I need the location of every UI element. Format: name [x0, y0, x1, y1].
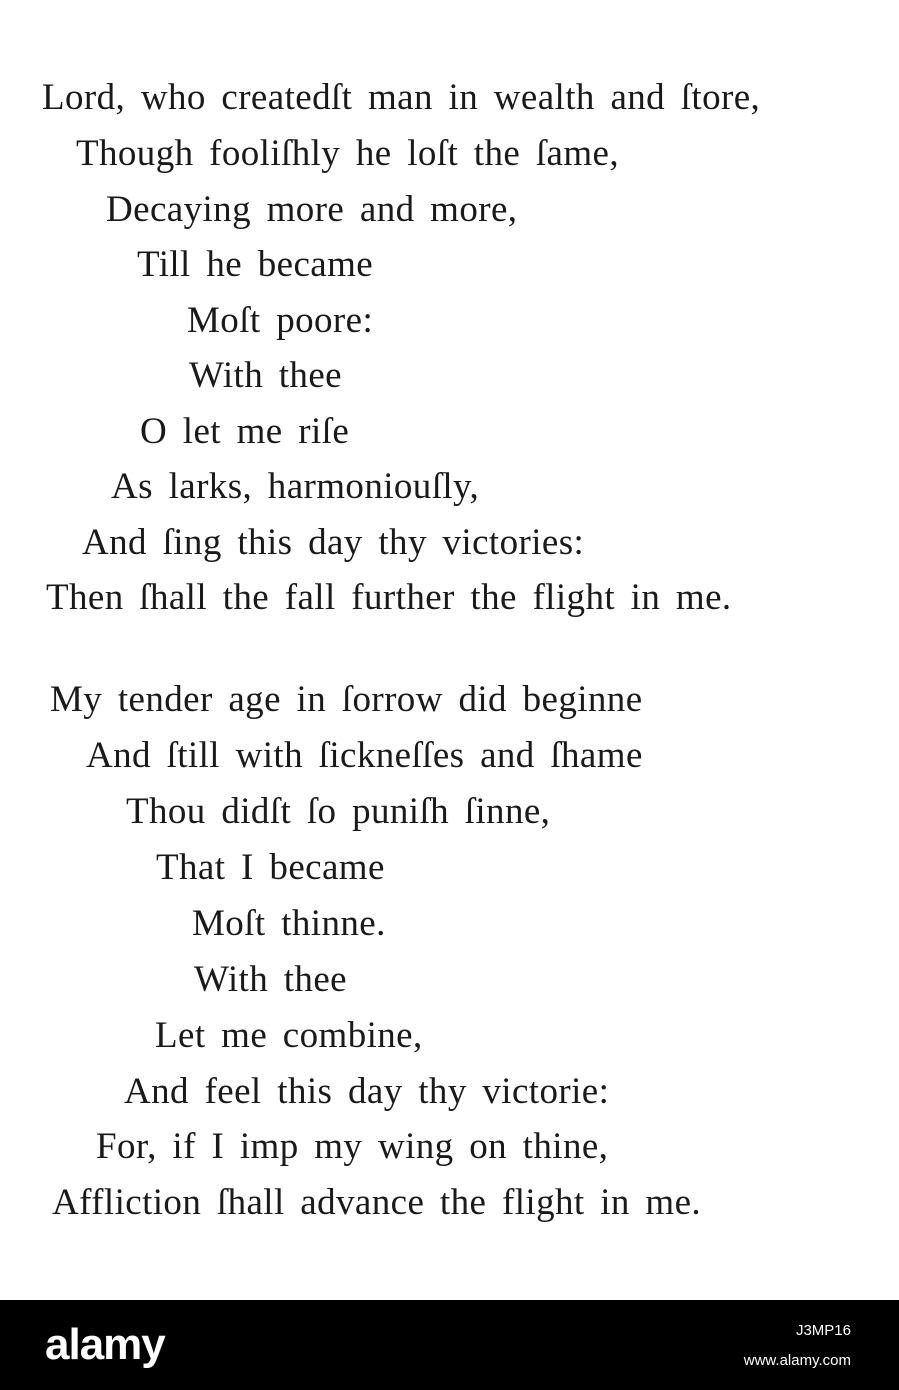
stanza1-line-10: Then ſhall the fall further the flight in me.: [46, 577, 732, 618]
stanza1-line-6: With thee: [189, 355, 342, 396]
stanza2-line-3: Thou didſt ſo puniſh ſinne,: [126, 791, 551, 832]
image-id-label: J3MP16: [795, 1322, 851, 1339]
stanza2-line-10: Affliction ſhall advance the flight in me.: [52, 1182, 702, 1223]
stanza1-line-1: Lord, who createdſt man in wealth and ſtore,: [42, 77, 761, 118]
site-url-label: www.alamy.com: [743, 1352, 851, 1369]
stanza2-line-6: With thee: [194, 959, 347, 1000]
stanza2-line-7: Let me combine,: [155, 1015, 423, 1056]
watermark-footer: [0, 1300, 899, 1390]
stanza2-line-9: For, if I imp my wing on thine,: [96, 1126, 609, 1167]
stanza2-line-2: And ſtill with ſickneſſes and ſhame: [86, 735, 643, 776]
stanza2-line-8: And feel this day thy victorie:: [124, 1071, 610, 1112]
stanza2-line-5: Moſt thinne.: [192, 903, 386, 944]
stanza1-line-4: Till he became: [137, 244, 374, 285]
stanza2-line-4: That I became: [156, 847, 385, 888]
stanza1-line-8: As larks, harmoniouſly,: [111, 466, 480, 507]
alamy-logo: alamy: [45, 1320, 165, 1369]
stanza1-line-7: O let me riſe: [140, 411, 350, 452]
stanza1-line-3: Decaying more and more,: [106, 189, 518, 230]
stanza1-line-5: Moſt poore:: [187, 300, 374, 341]
stanza2-line-1: My tender age in ſorrow did beginne: [50, 679, 643, 720]
stanza1-line-2: Though fooliſhly he loſt the ſame,: [76, 133, 620, 174]
stanza1-line-9: And ſing this day thy victories:: [82, 522, 585, 563]
